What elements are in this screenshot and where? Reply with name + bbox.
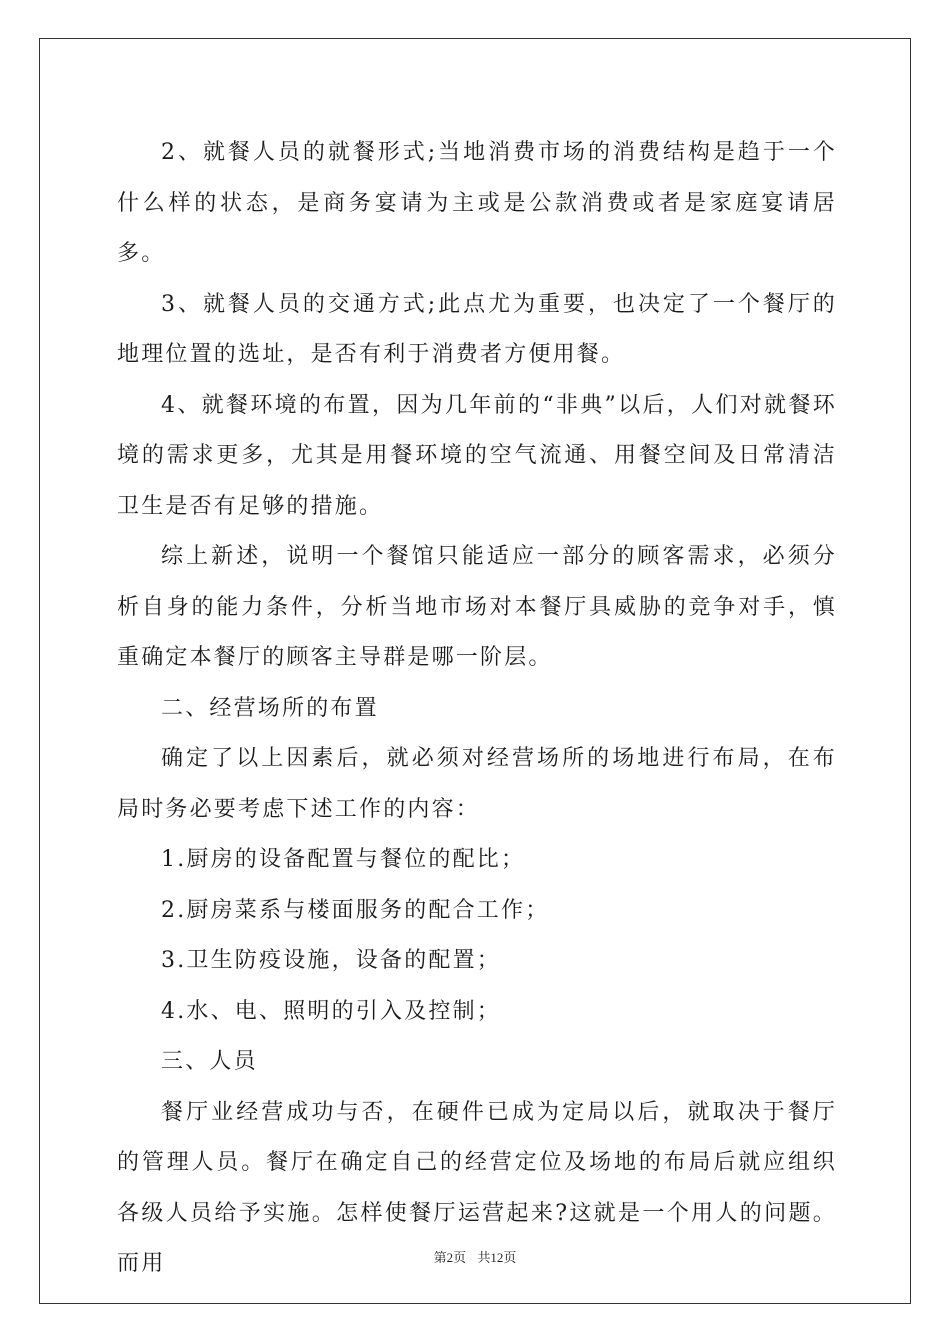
page-total: 共12页 — [477, 1250, 517, 1265]
list-item: 1.厨房的设备配置与餐位的配比； — [161, 847, 526, 872]
document-body — [117, 128, 837, 1290]
paragraph: 3、就餐人员的交通方式;此点尤为重要，也决定了一个餐厅的地理位置的选址，是否有利于消费者方便用餐。 — [117, 291, 837, 367]
paragraph: 确定了以上因素后，就必须对经营场所的场地进行布局，在布局时务必要考虑下述工作的内容： — [117, 746, 837, 822]
page-number: 第2页 — [433, 1250, 467, 1265]
section-heading: 三、人员 — [161, 1049, 258, 1074]
paragraph: 4、就餐环境的布置，因为几年前的“非典”以后，人们对就餐环境的需求更多，尤其是用餐环境的空气流通、用餐空间及日常清洁卫生是否有足够的措施。 — [117, 392, 837, 519]
paragraph: 餐厅业经营成功与否，在硬件已成为定局以后，就取决于餐厅的管理人员。餐厅在确定自己的经营定位及场地的布局后就应组织各级人员给予实施。怎样使餐厅运营起来?这就是一个用人的问题。而用 — [117, 1099, 837, 1276]
list-item: 4.水、电、照明的引入及控制； — [161, 998, 501, 1024]
list-item: 2.厨房菜系与楼面服务的配合工作； — [161, 897, 550, 923]
section-heading: 二、经营场所的布置 — [161, 695, 379, 721]
paragraph: 综上新述，说明一个餐馆只能适应一部分的顾客需求，必须分析自身的能力条件，分析当地市场对本餐厅具威胁的竞争对手，慎重确定本餐厅的顾客主导群是哪一阶层。 — [117, 544, 837, 670]
paragraph: 2、就餐人员的就餐形式;当地消费市场的消费结构是趋于一个什么样的状态，是商务宴请为主或是公款消费或者是家庭宴请居多。 — [117, 140, 837, 266]
list-item: 3.卫生防疫设施，设备的配置； — [161, 948, 501, 973]
page-footer — [0, 1247, 950, 1266]
